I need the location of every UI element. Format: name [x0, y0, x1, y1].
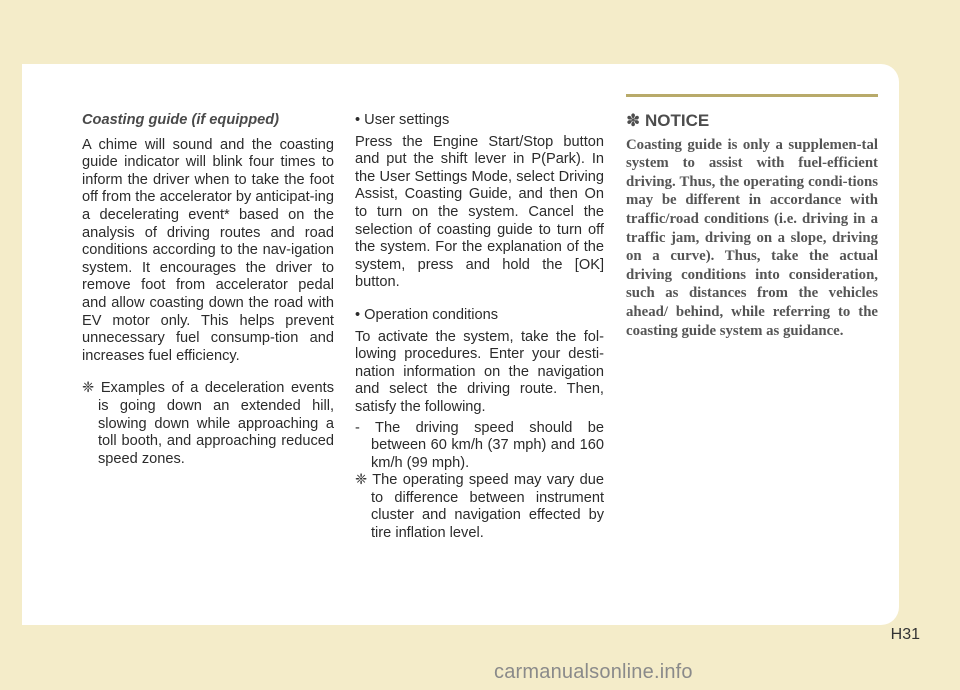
notice-title: ✽ NOTICE — [626, 111, 710, 130]
notice-box — [626, 112, 878, 340]
speed-note-text: The operating speed may vary due to difference between instrument cluster and navigation effected by tire inflation level. — [371, 472, 604, 542]
description-paragraph: A chime will sound and the coasting guide indicator will blink four times to inform the driver when to take the foot off from the accelerator by anticipat-ing a decelerating event* based on the analysis of driving routes and road conditions according to the nav-igation system. It encourages the driver to remove foot from accelerator pedal and allow coasting down the road with EV motor only. This helps prevent unnecessary fuel consump-tion and increases fuel efficiency. — [82, 136, 335, 364]
watermark-text: carmanualsonline.info — [494, 661, 693, 683]
user-settings-text: Press the Engine Start/Stop button and put the shift lever in P(Park). In the User Settings Mode, select Driving Assist, Coasting Guide, and then On to turn on the system. Cancel the selection of coasting guide to turn off the system. For the explanation of the system, press and hold the [OK] button. — [355, 133, 604, 291]
user-settings-title: • User settings — [355, 112, 450, 128]
example-note — [82, 380, 334, 468]
operation-conditions-text: To activate the system, take the fol-lowing procedures. Enter your desti-nation information on the navigation and select the driving route. Then, satisfy the following. — [355, 328, 604, 415]
section-heading: Coasting guide (if equipped) — [82, 112, 280, 128]
column-coasting-guide — [82, 112, 334, 468]
speed-condition-item: - The driving speed should be between 60 km/h (37 mph) and 160 km/h (99 mph). — [355, 419, 604, 471]
note-symbol-icon: ❈ — [355, 472, 368, 489]
example-note-text: Examples of a deceleration events is going down an extended hill, slowing down while approaching a toll booth, and approaching reduced speed zones. — [98, 380, 334, 467]
notice-divider — [626, 94, 878, 97]
notice-body: Coasting guide is only a supplemen-tal system to assist with fuel-efficient driving. Thus, the operating condi-tions may be different in accordance with traffic/road conditions (i.e. driving in a traffic jam, driving on a slope, driving on a curve). Thus, take the actual driving conditions into consideration, such as distances from the vehicles ahead/ behind, while referring to the coasting guide system as guidance. — [626, 136, 878, 339]
column-settings — [355, 112, 604, 543]
note-symbol-icon: ❈ — [82, 380, 95, 397]
speed-note — [355, 472, 604, 542]
page-number: H31 — [890, 626, 920, 643]
operation-conditions-title: • Operation conditions — [355, 306, 499, 323]
